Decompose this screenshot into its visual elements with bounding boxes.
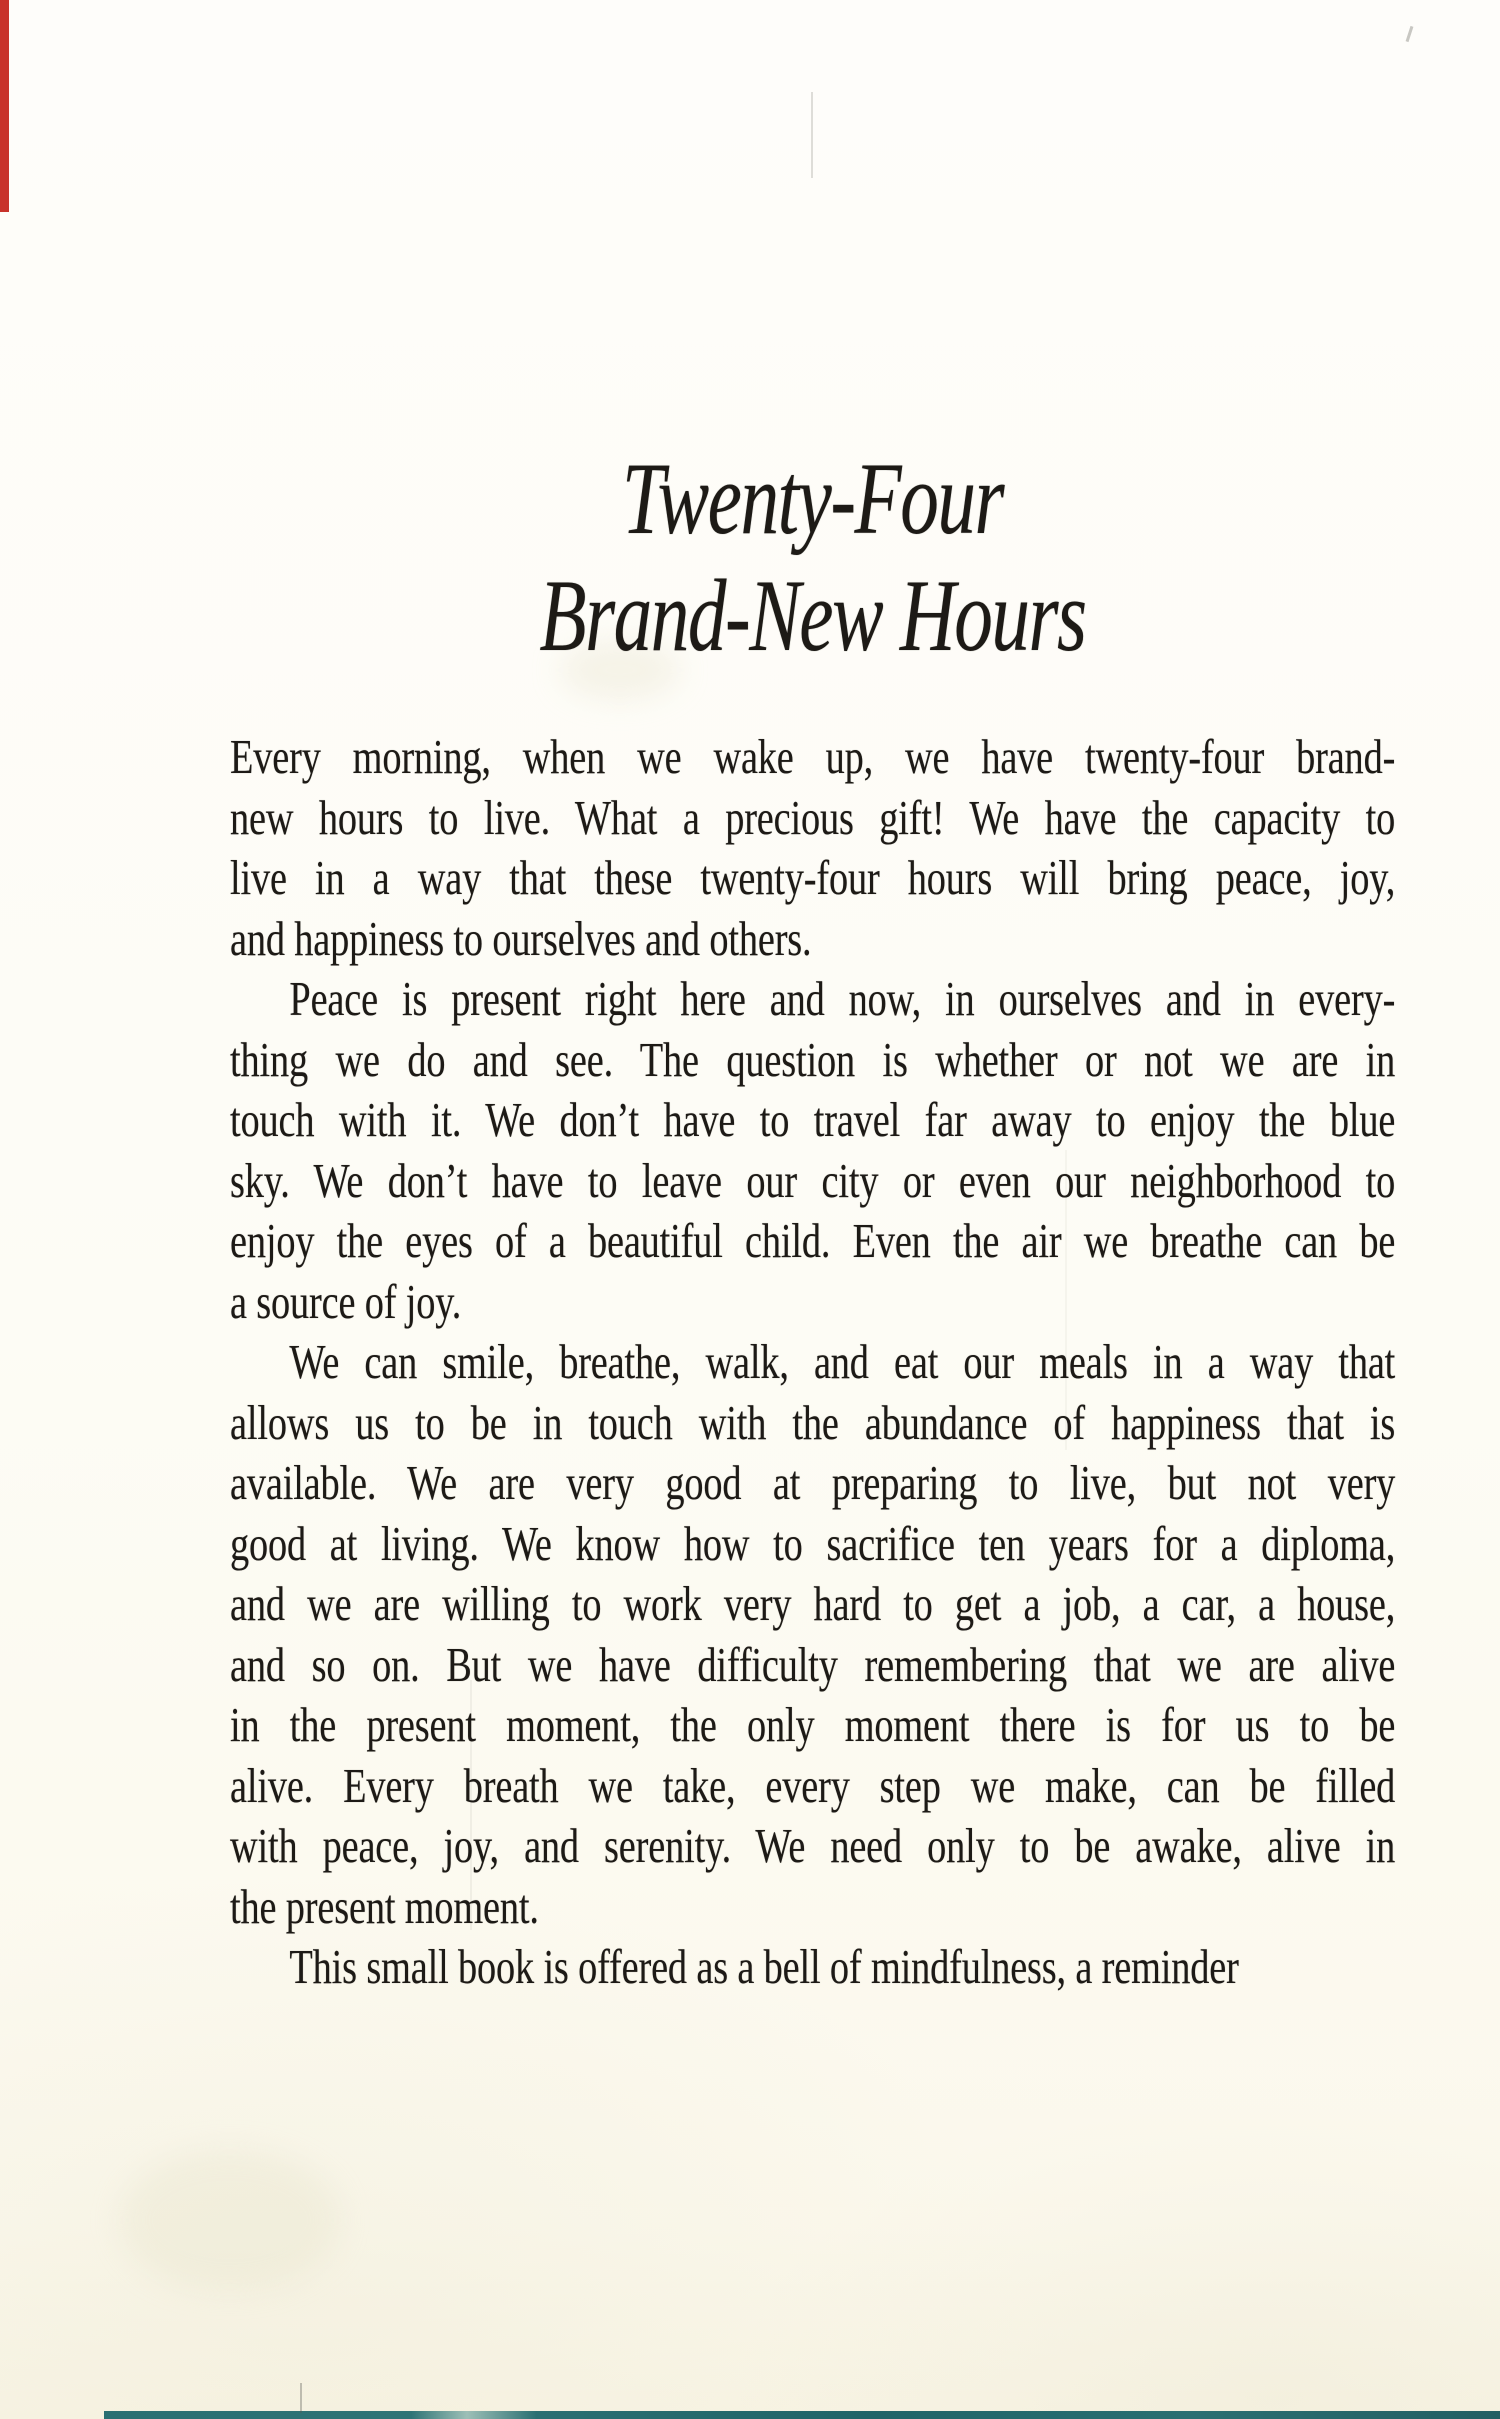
body-line: with peace, joy, and serenity. We need only to be awake, alive in <box>230 1818 1396 1873</box>
scan-streak <box>811 92 813 178</box>
body-line: new hours to live. What a precious gift! We have the capacity to <box>230 789 1396 845</box>
body-line: available. We are very good at preparing to live, but not very <box>230 1455 1396 1510</box>
body-line: Peace is present right here and now, in ourselves and in every- <box>289 971 1396 1026</box>
body-line: a source of joy. <box>230 1273 462 1329</box>
scan-speck <box>1406 26 1414 42</box>
body-line: alive. Every breath we take, every step we make, can be filled <box>230 1757 1396 1813</box>
chapter-title <box>230 441 1395 675</box>
body-line: Every morning, when we wake up, we have twenty-four brand- <box>230 729 1396 784</box>
scan-artifact-red-strip <box>0 0 9 212</box>
body-line: live in a way that these twenty-four hours will bring peace, joy, <box>230 850 1396 905</box>
chapter-title-line-2: Brand-New Hours <box>539 559 1086 673</box>
body-line: and so on. But we have difficulty remembering that we are alive <box>230 1636 1396 1692</box>
body-line: sky. We don’t have to leave our city or even our neighborhood to <box>230 1152 1396 1208</box>
body-line: This small book is offered as a bell of mindfulness, a reminder <box>289 1939 1239 1994</box>
chapter-body <box>230 727 1395 1998</box>
body-line: allows us to be in touch with the abundance of happiness that is <box>230 1394 1396 1450</box>
scan-streak <box>300 2383 302 2413</box>
body-line: and happiness to ourselves and others. <box>230 910 812 966</box>
body-line: and we are willing to work very hard to get a job, a car, a house, <box>230 1576 1396 1631</box>
body-line: We can smile, breathe, walk, and eat our meals in a way that <box>289 1334 1396 1389</box>
scan-artifact-teal-strip <box>104 2411 1500 2419</box>
chapter-title-line-1: Twenty-Four <box>621 442 1004 556</box>
paper-blotch <box>120 2150 340 2290</box>
body-line: thing we do and see. The question is whether or not we are in <box>230 1031 1396 1087</box>
body-line: the present moment. <box>230 1878 539 1934</box>
body-line: in the present moment, the only moment there is for us to be <box>230 1697 1396 1752</box>
body-line: enjoy the eyes of a beautiful child. Even the air we breathe can be <box>230 1213 1396 1268</box>
body-line: good at living. We know how to sacrifice ten years for a diploma, <box>230 1515 1396 1571</box>
body-line: touch with it. We don’t have to travel far away to enjoy the blue <box>230 1092 1396 1147</box>
